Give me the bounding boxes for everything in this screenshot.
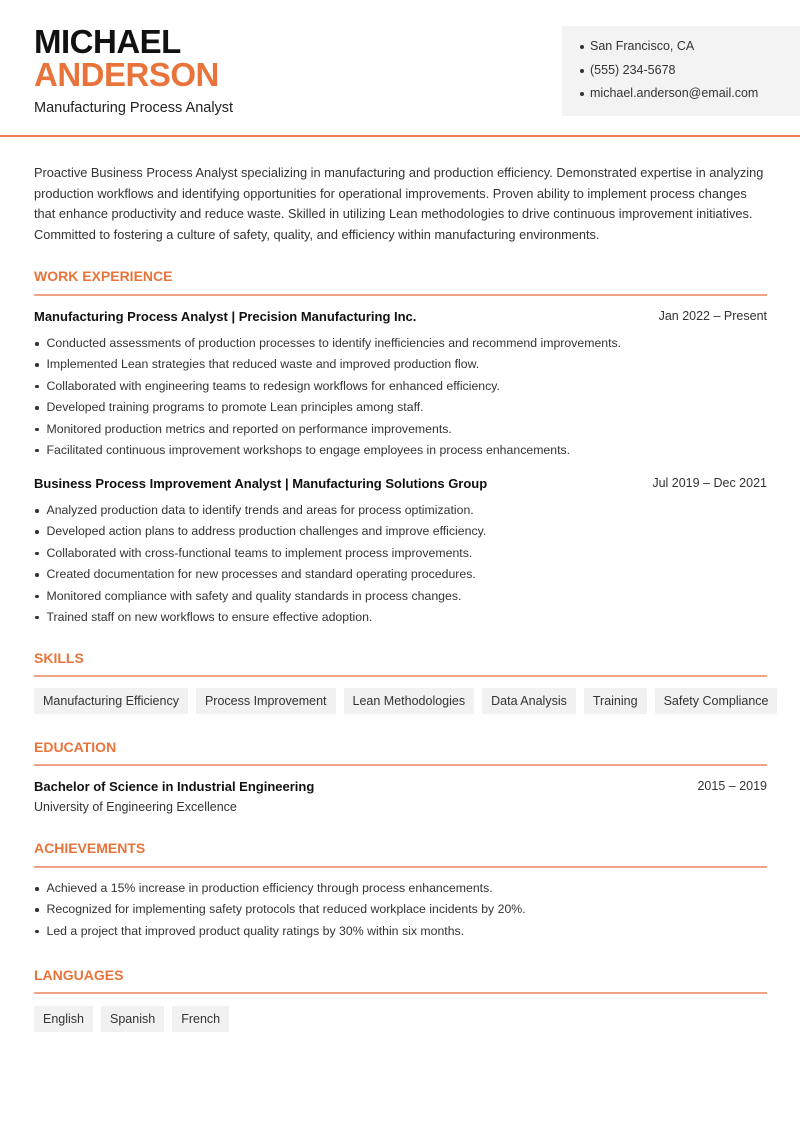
list-item-text: Achieved a 15% increase in production efficiency through process enhancements. [46,881,493,895]
languages-list [34,1006,229,1032]
education-header [34,779,767,794]
bullet-icon [35,342,39,346]
last-name: ANDERSON [34,56,219,93]
list-item [34,566,767,587]
bullet-icon [35,406,39,410]
job-bullets [34,502,767,630]
skill-chip: Lean Methodologies [344,688,475,714]
section-divider [34,675,767,677]
bullet-icon [35,595,39,599]
job-role: Business Process Improvement Analyst | Manufacturing Solutions Group [34,476,488,491]
list-item [34,399,767,420]
job-title: Manufacturing Process Analyst [34,100,234,116]
list-item-text: Conducted assessments of production processes to identify inefficiencies and recommend improvements. [46,336,622,350]
bullet-icon [35,530,39,534]
list-item [34,880,767,901]
section-divider [34,764,767,766]
bullet-icon [35,509,39,513]
job-header [34,476,767,491]
section-title-work-experience: WORK EXPERIENCE [34,268,173,284]
skill-chip: Data Analysis [482,688,576,714]
location-text: San Francisco, CA [590,39,695,53]
skill-chip: Training [584,688,647,714]
list-item [34,378,767,399]
list-item [34,923,767,944]
list-item-text: Developed action plans to address production challenges and improve efficiency. [46,524,487,539]
skill-chip: Process Improvement [196,688,336,714]
skills-list [34,688,777,714]
section-title-achievements: ACHIEVEMENTS [34,840,146,856]
bullet-icon [35,573,39,577]
contact-location [580,38,800,62]
section-title-languages: LANGUAGES [34,967,124,983]
list-item-text: Implemented Lean strategies that reduced waste and improved production flow. [46,357,480,372]
bullet-icon [580,69,584,73]
list-item-text: Monitored production metrics and reported on performance improvements. [46,421,452,436]
section-divider [34,294,767,296]
bullet-icon [35,552,39,556]
summary-paragraph: Proactive Business Process Analyst specializing in manufacturing and production efficiency. Demonstrated expertise in analyzing production workflows and identifying opportunities for operational improvements. Proven ability to implement process changes that enhance productivity and reduce waste. Skilled in utilizing Lean methodologies to drive continuous improvement initiatives. Committed to fostering a culture of safety, quality, and efficiency within manufacturing environments. [34,165,764,242]
bullet-icon [580,45,584,49]
language-chip: English [34,1006,93,1032]
list-item-text: Trained staff on new workflows to ensure effective adoption. [46,609,373,624]
bullet-icon [35,908,39,912]
contact-box [562,26,800,116]
job-dates: Jul 2019 – Dec 2021 [652,476,767,490]
job-dates: Jan 2022 – Present [658,309,767,323]
section-divider [34,992,767,994]
bullet-icon [35,385,39,389]
bullet-icon [35,887,39,891]
section-divider [34,866,767,868]
section-title-education: EDUCATION [34,739,117,755]
list-item-text: Monitored compliance with safety and quality standards in process changes. [46,588,462,603]
bullet-icon [35,449,39,453]
email-text: michael.anderson@email.com [590,86,759,100]
bullet-icon [35,616,39,620]
bullet-icon [35,363,39,367]
list-item-text: Collaborated with engineering teams to redesign workflows for enhanced efficiency. [46,378,500,393]
contact-email [580,85,800,109]
list-item-text: Facilitated continuous improvement workshops to engage employees in process enhancements. [46,442,571,457]
list-item [34,442,767,463]
contact-phone [580,62,800,86]
list-item [34,609,767,630]
education-dates: 2015 – 2019 [697,779,767,793]
list-item-text: Led a project that improved product quality ratings by 30% within six months. [46,923,465,938]
list-item [34,588,767,609]
skill-chip: Manufacturing Efficiency [34,688,188,714]
school-name: University of Engineering Excellence [34,800,237,814]
list-item [34,502,767,523]
resume-header [0,0,800,137]
language-chip: Spanish [101,1006,164,1032]
bullet-icon [35,930,39,934]
list-item [34,421,767,442]
list-item-text: Collaborated with cross-functional teams to implement process improvements. [46,545,473,560]
list-item [34,545,767,566]
list-item [34,523,767,544]
degree: Bachelor of Science in Industrial Engineering [34,779,315,794]
list-item-text: Analyzed production data to identify trends and areas for process optimization. [46,503,474,517]
bullet-icon [580,92,584,96]
list-item [34,335,767,356]
phone-text: (555) 234-5678 [590,62,676,77]
first-name: MICHAEL [34,23,181,60]
list-item-text: Created documentation for new processes and standard operating procedures. [46,567,476,582]
section-title-skills: SKILLS [34,650,84,666]
job-header [34,309,767,324]
job-role: Manufacturing Process Analyst | Precision Manufacturing Inc. [34,309,417,324]
list-item [34,901,767,922]
list-item-text: Recognized for implementing safety protocols that reduced workplace incidents by 20%. [46,902,526,917]
job-bullets [34,335,767,463]
language-chip: French [172,1006,229,1032]
list-item-text: Developed training programs to promote Lean principles among staff. [46,400,424,415]
list-item [34,356,767,377]
skill-chip: Safety Compliance [655,688,778,714]
bullet-icon [35,428,39,432]
achievements-list [34,880,767,944]
